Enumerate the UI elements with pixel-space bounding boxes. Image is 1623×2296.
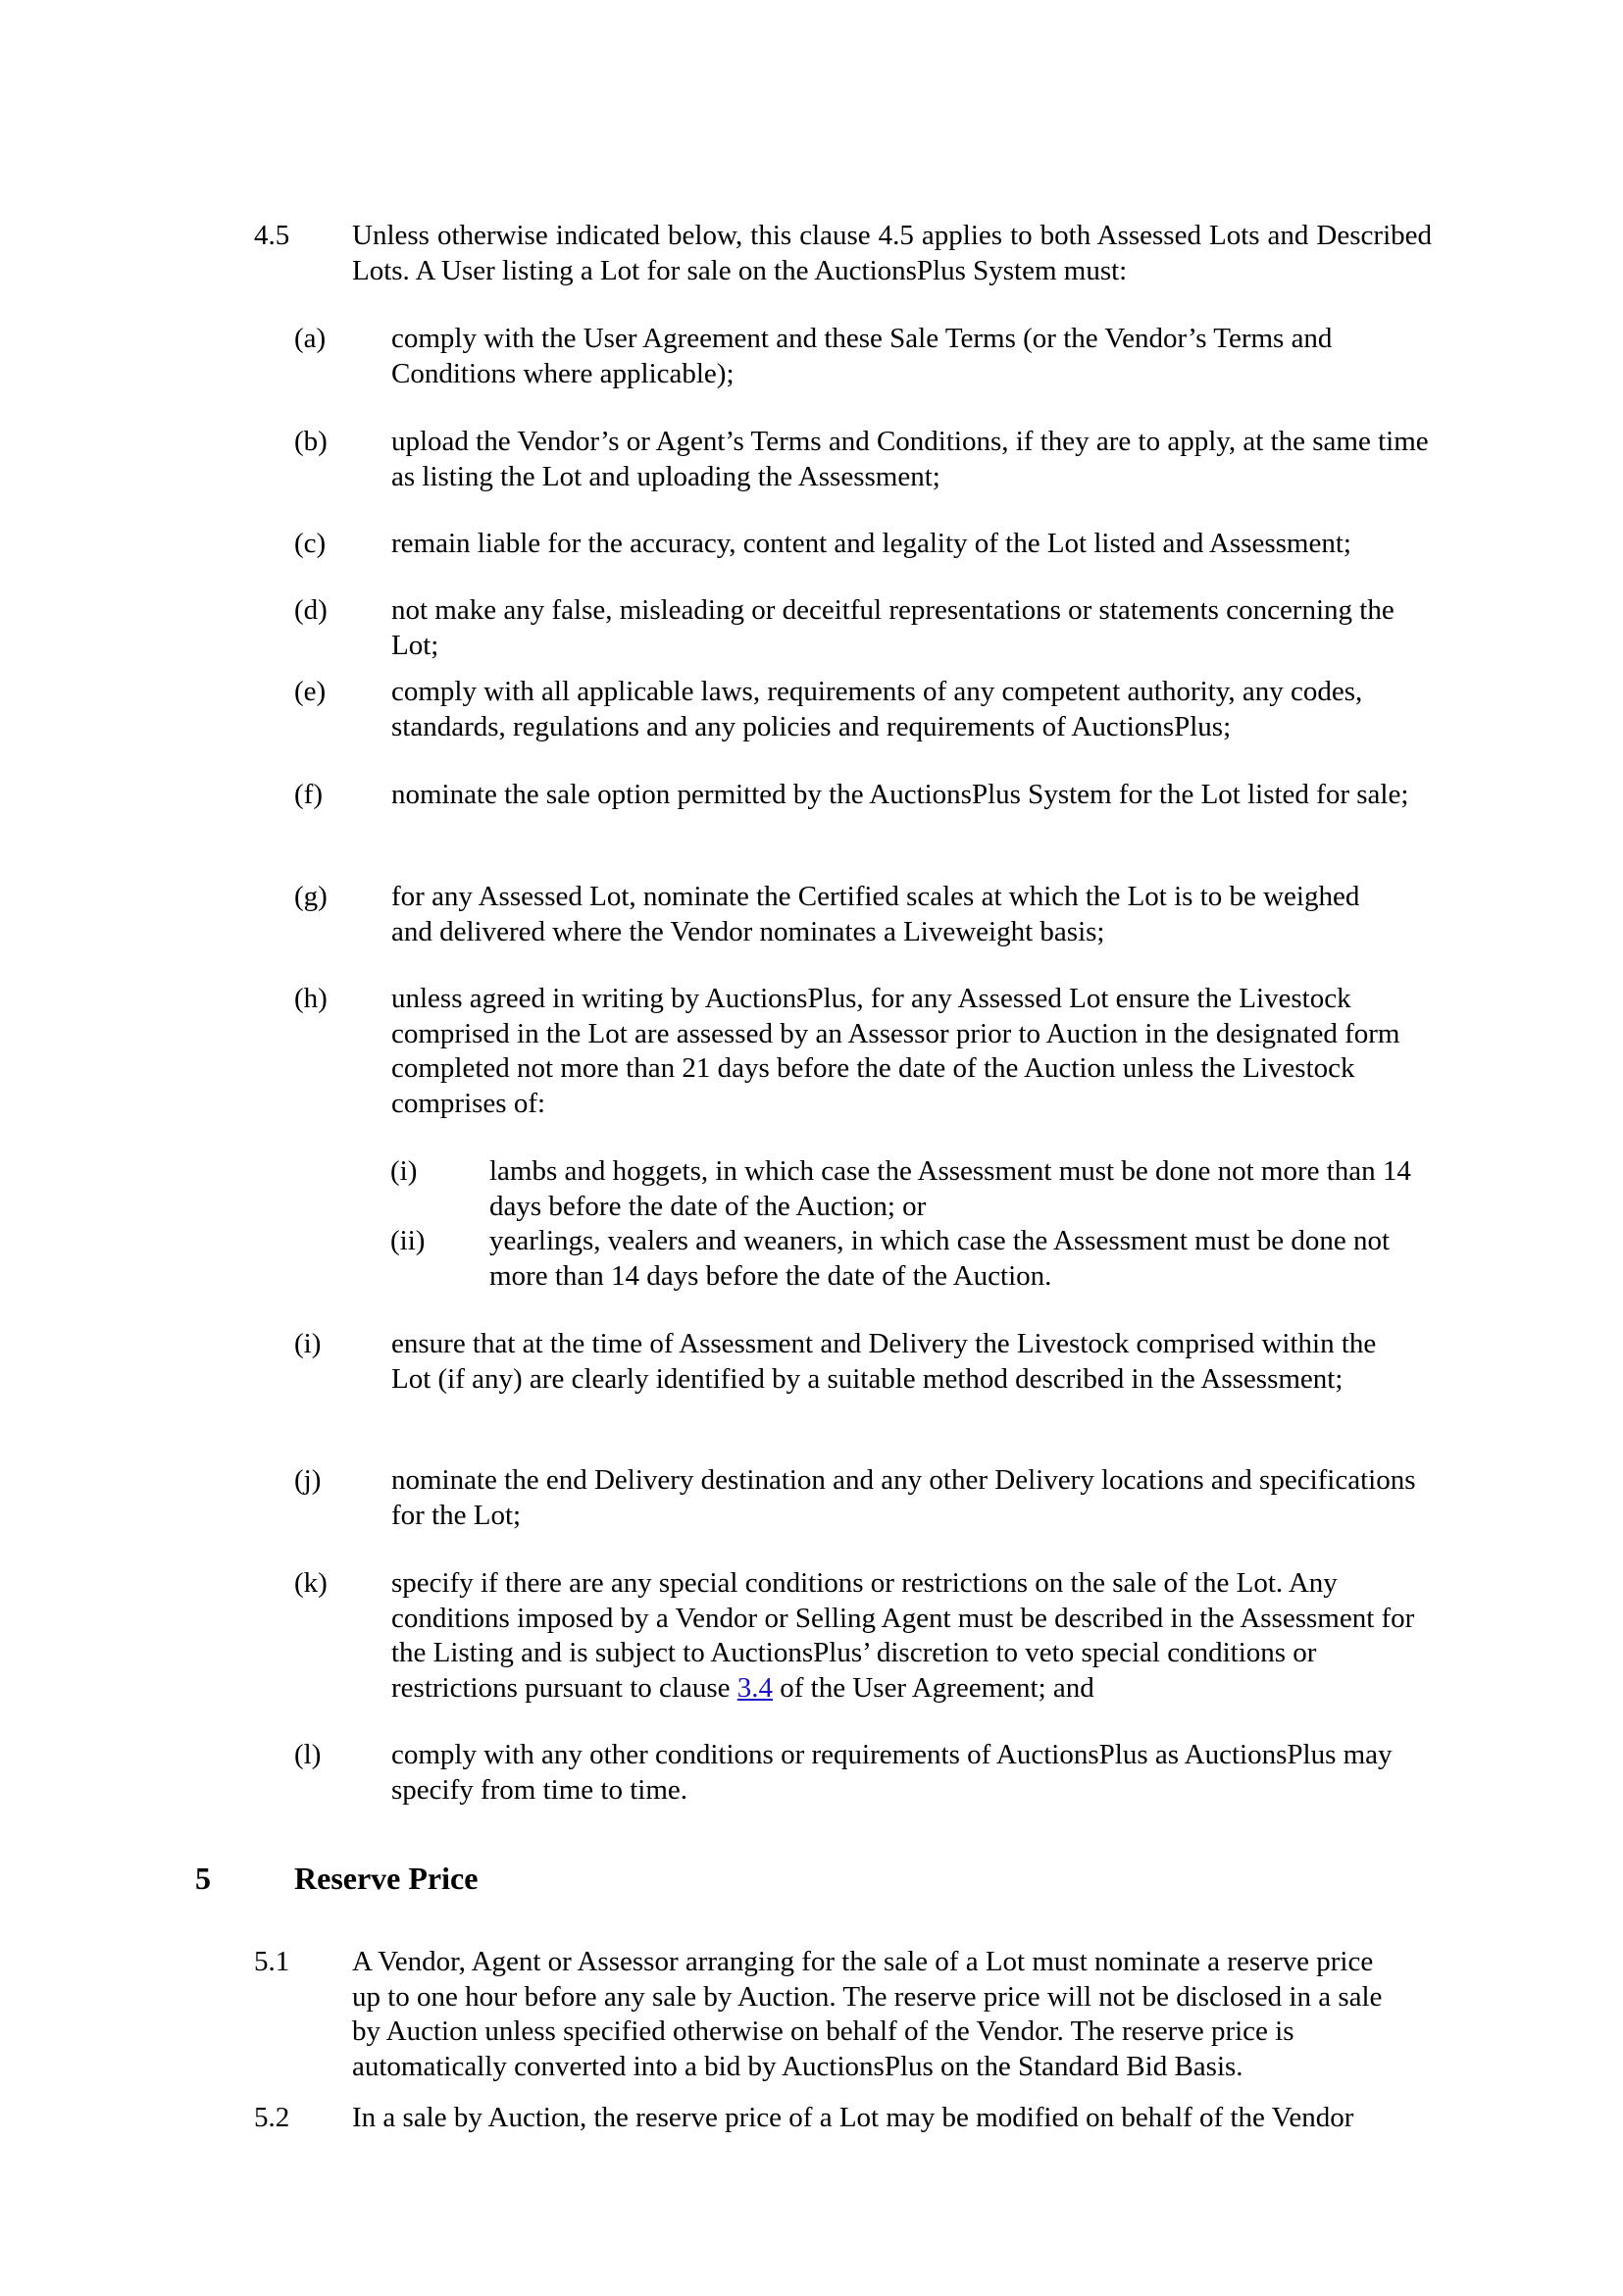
item-text: for any Assessed Lot, nominate the Certified scales at which the Lot is to be weighed and delivered where the Vendor nominates a Liveweight basis;: [391, 881, 1360, 947]
item-label: (i): [294, 1328, 322, 1359]
section-title: Reserve Price: [294, 1861, 479, 1896]
item-label: (a): [294, 323, 327, 354]
item-label: (g): [294, 881, 328, 912]
subitem-text: yearlings, vealers and weaners, in which case the Assessment must be done not more than 14 days before the date of the Auction.: [489, 1225, 1391, 1292]
item-text: unless agreed in writing by AuctionsPlus, for any Assessed Lot ensure the Livestock comprised in the Lot are assessed by an Assessor prior to Auction in the designated form completed not more than 21 days before the date of the Auction unless the Livestock comprises of:: [391, 983, 1400, 1119]
clause-text: Unless otherwise indicated below, this clause 4.5 applies to both Assessed Lots and Described Lots. A User listing a Lot for sale on the AuctionsPlus System must:: [352, 220, 1432, 286]
item-label: (c): [294, 528, 327, 559]
clause-number: 5.2: [254, 2102, 290, 2133]
item-text: comply with any other conditions or requirements of AuctionsPlus as AuctionsPlus may specify from time to time.: [391, 1739, 1393, 1806]
item-label: (h): [294, 983, 328, 1014]
subitem-label: (ii): [390, 1225, 426, 1256]
item-text: remain liable for the accuracy, content and legality of the Lot listed and Assessment;: [391, 528, 1351, 559]
clause-number: 4.5: [254, 220, 290, 251]
item-text: comply with the User Agreement and these Sale Terms (or the Vendor’s Terms and Conditions where applicable);: [391, 323, 1333, 389]
item-label: (j): [294, 1464, 322, 1496]
item-text: not make any false, misleading or deceitful representations or statements concerning the Lot;: [391, 594, 1395, 661]
item-text: nominate the sale option permitted by the AuctionsPlus System for the Lot listed for sale;: [391, 779, 1409, 810]
item-label: (d): [294, 594, 328, 626]
subitem-label: (i): [390, 1155, 418, 1187]
item-text: nominate the end Delivery destination and any other Delivery locations and specifications for the Lot;: [391, 1464, 1416, 1531]
item-text: upload the Vendor’s or Agent’s Terms and Conditions, if they are to apply, at the same time as listing the Lot and uploading the Assessment;: [391, 426, 1429, 492]
clause-number: 5.1: [254, 1946, 290, 1977]
subitem-text: lambs and hoggets, in which case the Assessment must be done not more than 14 days before the date of the Auction; or: [489, 1155, 1411, 1222]
section-number: 5: [195, 1861, 211, 1896]
item-label: (k): [294, 1567, 328, 1599]
clause-text: In a sale by Auction, the reserve price of a Lot may be modified on behalf of the Vendor: [352, 2102, 1354, 2133]
item-label: (l): [294, 1739, 322, 1770]
clause-3-4-link[interactable]: 3.4: [736, 1671, 773, 1704]
item-label: (e): [294, 676, 327, 707]
item-text: specify if there are any special conditions or restrictions on the sale of the Lot. Any conditions imposed by a Vendor or Selling Agent must be described in the Assessment for the Listing and is subject to AuctionsPlus’ discretion to veto special conditions or restrictions pursuant to clause 3.4 of the User Agreement; and: [391, 1567, 1415, 1704]
item-label: (f): [294, 779, 323, 810]
clause-text: A Vendor, Agent or Assessor arranging for the sale of a Lot must nominate a reserve price up to one hour before any sale by Auction. The reserve price will not be disclosed in a sale by Auction unless specified otherwise on behalf of the Vendor. The reserve price is automatically converted into a bid by AuctionsPlus on the Standard Bid Basis.: [352, 1946, 1383, 2082]
item-text: comply with all applicable laws, requirements of any competent authority, any codes, standards, regulations and any policies and requirements of AuctionsPlus;: [391, 676, 1363, 742]
item-text: ensure that at the time of Assessment and Delivery the Livestock comprised within the Lot (if any) are clearly identified by a suitable method described in the Assessment;: [391, 1328, 1377, 1395]
item-label: (b): [294, 426, 328, 457]
